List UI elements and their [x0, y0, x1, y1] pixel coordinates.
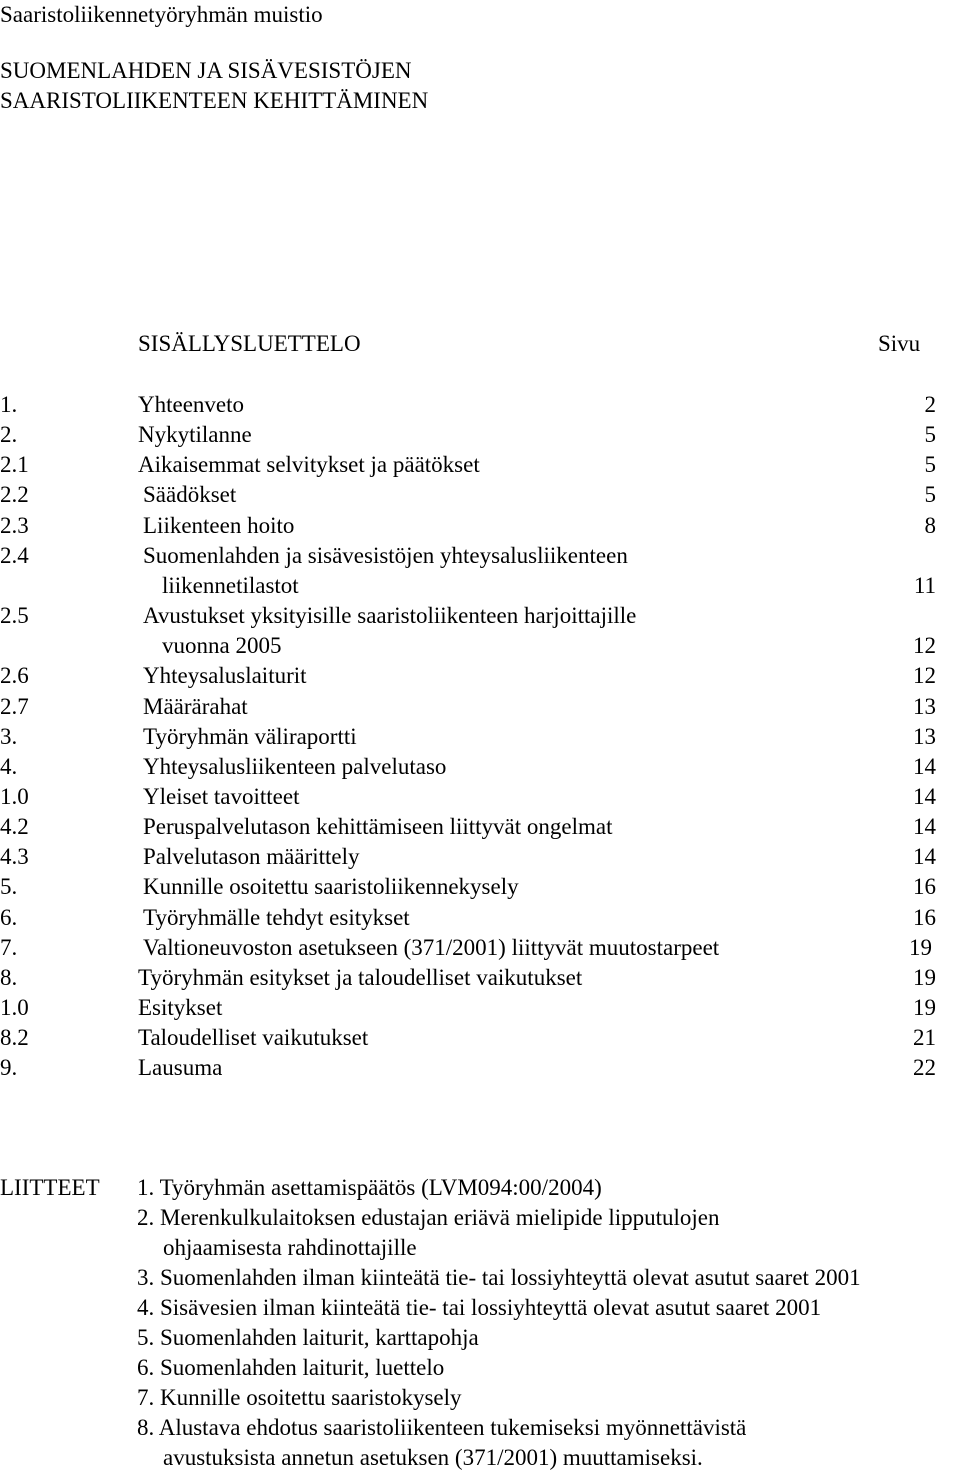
toc-entry [0, 571, 960, 601]
toc-entry-number: 2.2 [0, 482, 29, 508]
toc-entry [0, 480, 960, 510]
toc-entry-title: Kunnille osoitettu saaristoliikennekysely [143, 874, 519, 900]
toc-entry-number: 9. [0, 1055, 18, 1081]
toc-entry-page: 21 [913, 1025, 936, 1051]
toc-entry-title: Yhteysalusliikenteen palvelutaso [143, 753, 447, 779]
toc-entry-number: 1.0 [0, 995, 29, 1020]
toc-entry-title: Lausuma [138, 1055, 223, 1081]
toc-entry-page: 22 [913, 1055, 936, 1081]
toc-entry-page: 14 [913, 783, 936, 809]
toc-entry [0, 390, 960, 420]
appendix-line: 5. Suomenlahden laiturit, karttapohja [137, 1325, 479, 1350]
toc-entry [0, 782, 960, 812]
appendix-line: avustuksista annetun asetuksen (371/2001) muuttamiseksi. [163, 1445, 703, 1470]
appendix-line: 1. Työryhmän asettamispäätös (LVM094:00/2004) [137, 1175, 602, 1200]
toc-entry [0, 420, 960, 450]
toc-entry [0, 1053, 960, 1083]
toc-entry-number: 4.2 [0, 814, 29, 840]
toc-entry-title: Nykytilanne [138, 422, 252, 448]
toc-entry-title: Säädökset [143, 482, 237, 508]
organization-title: Saaristoliikennetyöryhmän muistio [0, 2, 323, 27]
appendix-line: 8. Alustava ehdotus saaristoliikenteen tukemiseksi myönnettävistä [137, 1415, 747, 1440]
toc-entry [0, 842, 960, 872]
toc-entry-page: 13 [913, 723, 936, 749]
toc-entry-number: 2. [0, 422, 18, 448]
toc-entry-page: 5 [924, 482, 936, 508]
toc-entry [0, 450, 960, 480]
toc-entry-number: 8. [0, 964, 18, 990]
toc-entry [0, 933, 960, 963]
toc-entry-number: 2.3 [0, 512, 29, 538]
appendices-label: LIITTEET [0, 1175, 100, 1200]
toc-entry-title: Avustukset yksityisille saaristoliikenteen harjoittajille [143, 603, 637, 629]
appendix-line: 7. Kunnille osoitettu saaristokysely [137, 1385, 462, 1410]
toc-entry-number: 2.6 [0, 663, 29, 689]
appendix-line: 6. Suomenlahden laiturit, luettelo [137, 1355, 445, 1380]
toc-entry-title: Yhteysaluslaiturit [143, 663, 307, 689]
toc-entry-number: 2.1 [0, 452, 29, 478]
toc-entry-page: 14 [913, 814, 936, 840]
toc-entry-page: 12 [913, 663, 936, 689]
document-title-line-1: SUOMENLAHDEN JA SISÄVESISTÖJEN [0, 58, 412, 83]
toc-page-heading: Sivu [878, 331, 921, 356]
toc-entry [0, 631, 960, 661]
document-title-line-2: SAARISTOLIIKENTEEN KEHITTÄMINEN [0, 88, 429, 113]
toc-entry-page: 8 [924, 512, 936, 538]
toc-entry [0, 963, 960, 993]
toc-heading: SISÄLLYSLUETTELO [138, 331, 361, 356]
toc-entry-title: Määrärahat [143, 693, 248, 719]
toc-entry [0, 872, 960, 902]
toc-entry-title: Valtioneuvoston asetukseen (371/2001) liittyvät muutostarpeet [143, 934, 720, 960]
toc-entry-title: Peruspalvelutason kehittämiseen liittyvät ongelmat [143, 814, 613, 840]
toc-entry-title: Yleiset tavoitteet [143, 783, 300, 809]
toc-entry-title: Työryhmälle tehdyt esitykset [143, 904, 410, 930]
toc-entry-page: 14 [913, 753, 936, 779]
toc-entry-number: 1. [0, 392, 18, 417]
toc-entry [0, 722, 960, 752]
toc-entry-page: 2 [924, 392, 936, 417]
toc-entry-number: 5. [0, 874, 18, 900]
toc-entry-title: Suomenlahden ja sisävesistöjen yhteysalusliikenteen [143, 542, 628, 568]
toc-entry-number: 2.5 [0, 603, 29, 629]
toc-entry [0, 752, 960, 782]
toc-entry-number: 1.0 [0, 783, 29, 809]
toc-entry-number: 6. [0, 904, 18, 930]
toc-entry-number: 3. [0, 723, 18, 749]
toc-entry-title: Työryhmän väliraportti [143, 723, 357, 749]
toc-entry [0, 692, 960, 722]
toc-entry-number: 4.3 [0, 844, 29, 870]
toc-entry-number: 8.2 [0, 1025, 29, 1051]
toc-entry-title: Yhteenveto [138, 392, 245, 417]
toc-entry-page: 11 [913, 572, 936, 598]
toc-entry [0, 601, 960, 631]
toc-entry-title: Aikaisemmat selvitykset ja päätökset [138, 452, 480, 478]
appendix-line: ohjaamisesta rahdinottajille [163, 1235, 417, 1260]
toc-entry-title: Liikenteen hoito [143, 512, 295, 538]
toc-entry-title: Esitykset [138, 995, 223, 1020]
toc-entry [0, 511, 960, 541]
toc-entry [0, 541, 960, 571]
toc-entry-title: liikennetilastot [162, 572, 299, 598]
toc-entry-page: 5 [924, 452, 936, 478]
toc-entry-page: 19 [913, 995, 936, 1020]
toc-entry [0, 661, 960, 691]
toc-entry-title: Taloudelliset vaikutukset [138, 1025, 369, 1051]
toc-entry-number: 2.7 [0, 693, 29, 719]
toc-entry-page: 19 [909, 934, 932, 960]
toc-entry [0, 812, 960, 842]
toc-entry-title: vuonna 2005 [162, 633, 282, 659]
toc-entry-number: 2.4 [0, 542, 29, 568]
toc-entry-page: 13 [913, 693, 936, 719]
toc-entry-page: 14 [913, 844, 936, 870]
appendix-line: 2. Merenkulkulaitoksen edustajan eriävä mielipide lipputulojen [137, 1205, 720, 1230]
toc-entry [0, 993, 960, 1023]
toc-entry-number: 4. [0, 753, 18, 779]
toc-entry [0, 1023, 960, 1053]
toc-entry-page: 19 [913, 964, 936, 990]
toc-entry-page: 12 [913, 633, 936, 659]
toc-entry-page: 5 [924, 422, 936, 448]
toc-entry-page: 16 [913, 904, 936, 930]
toc-entry-title: Palvelutason määrittely [143, 844, 360, 870]
toc-entry-title: Työryhmän esitykset ja taloudelliset vaikutukset [138, 964, 583, 990]
toc-entry [0, 903, 960, 933]
toc-entry-page: 16 [913, 874, 936, 900]
toc-entry-number: 7. [0, 934, 18, 960]
appendix-line: 4. Sisävesien ilman kiinteätä tie- tai lossiyhteyttä olevat asutut saaret 2001 [137, 1295, 822, 1320]
appendix-line: 3. Suomenlahden ilman kiinteätä tie- tai lossiyhteyttä olevat asutut saaret 2001 [137, 1265, 861, 1290]
